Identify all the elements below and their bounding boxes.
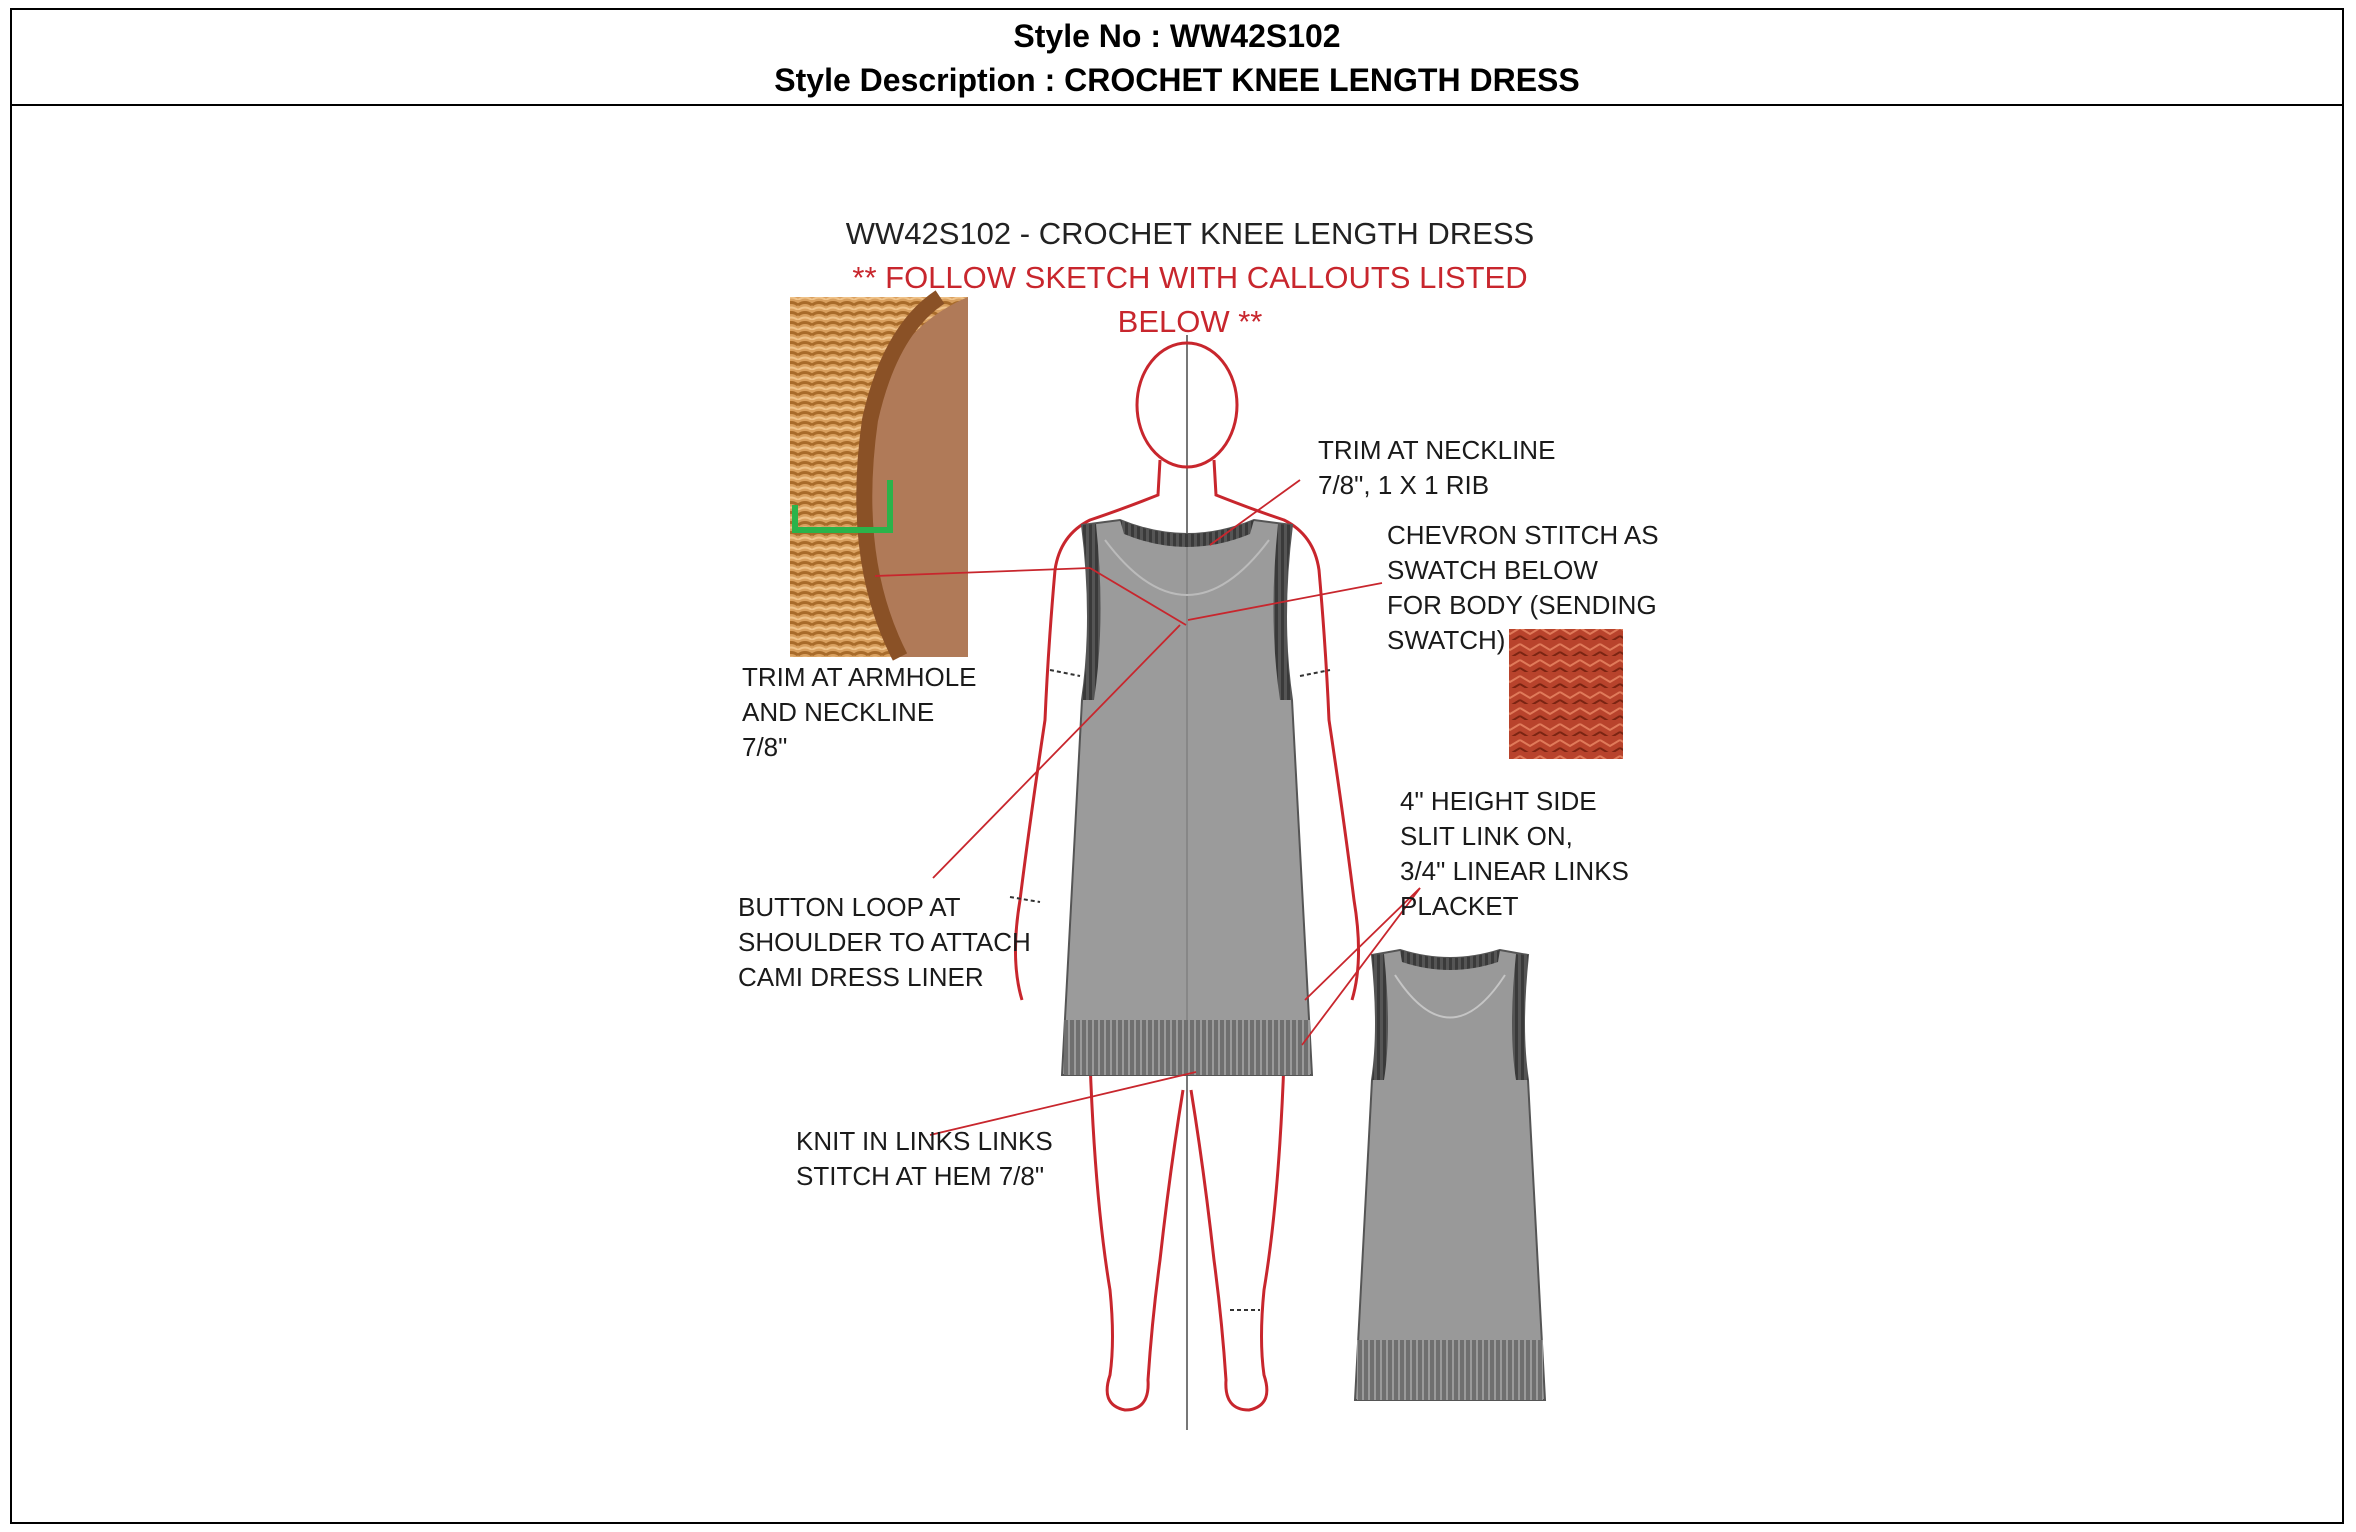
callout-chevron-stitch: CHEVRON STITCH AS SWATCH BELOW FOR BODY (SENDING SWATCH) (1387, 520, 1659, 655)
sketch-instruction: ** FOLLOW SKETCH WITH CALLOUTS LISTED (852, 260, 1528, 295)
style-description: Style Description : CROCHET KNEE LENGTH DRESS (774, 62, 1580, 98)
sketch-instruction-cont: BELOW ** (1117, 304, 1263, 339)
callout-button-loop: BUTTON LOOP AT SHOULDER TO ATTACH CAMI DRESS LINER (738, 892, 1031, 992)
callout-neckline-trim: TRIM AT NECKLINE 7/8", 1 X 1 RIB (1318, 435, 1556, 500)
callout-side-slit: 4" HEIGHT SIDE SLIT LINK ON, 3/4" LINEAR LINKS PLACKET (1400, 786, 1629, 921)
sketch-title: WW42S102 - CROCHET KNEE LENGTH DRESS (845, 216, 1535, 251)
callout-armhole-trim: TRIM AT ARMHOLE AND NECKLINE 7/8" (742, 662, 977, 762)
style-number: Style No : WW42S102 (1013, 18, 1341, 54)
dress-back (1355, 950, 1545, 1400)
callout-hem-stitch: KNIT IN LINKS LINKS STITCH AT HEM 7/8" (796, 1126, 1053, 1191)
armhole-trim-photo (790, 297, 968, 657)
sketch-title-block (790, 212, 1590, 344)
